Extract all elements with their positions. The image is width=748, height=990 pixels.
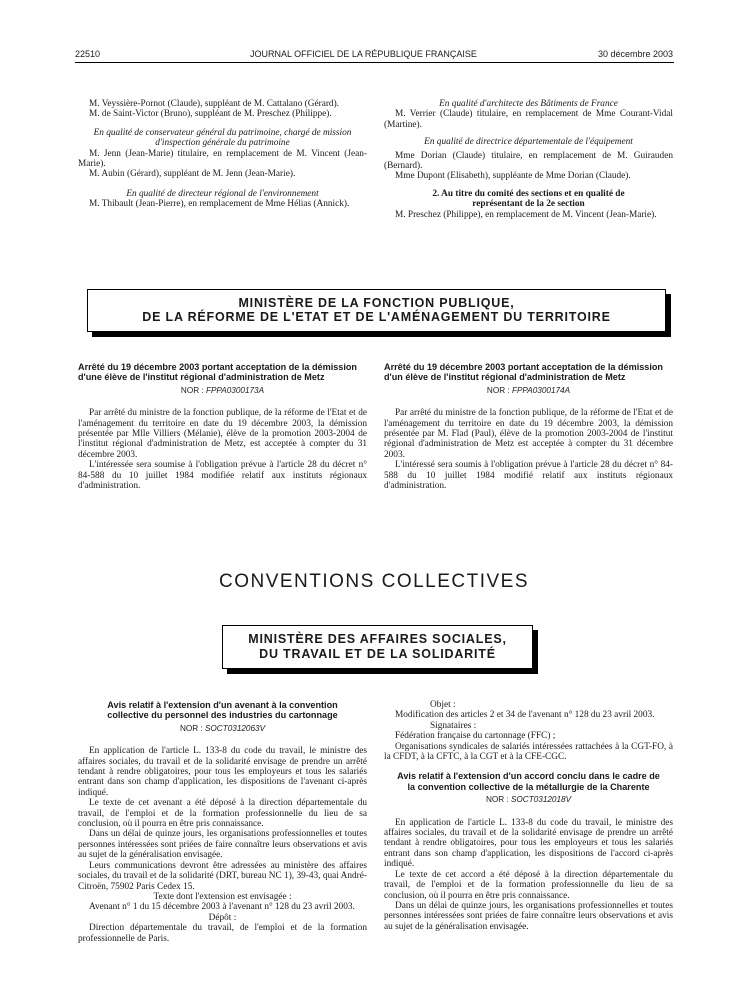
top-left-column bbox=[78, 99, 367, 210]
header-rule bbox=[75, 62, 674, 63]
member-entry: M. Veyssière-Pornot (Claude), suppléant de M. Cattalano (Gérard). bbox=[89, 99, 340, 109]
label-line: Signataires : bbox=[430, 720, 477, 731]
paragraph: L'intéressé sera soumis à l'obligation prévue à l'article 28 du décret n° 84-588 du 10 juillet 1984 modifié relatif aux instituts régionaux d'administration. bbox=[384, 460, 673, 492]
paragraph: Dans un délai de quinze jours, les organisations professionnelles et toutes personnes intéressées sont priées de faire connaître leurs observations et avis au sujet de la généralisation envisagée. bbox=[384, 900, 673, 932]
member-entry: Mme Dorian (Claude) titulaire, en remplacement de M. Guirauden (Bernard). bbox=[384, 150, 673, 172]
member-entry: M. Jenn (Jean-Marie) titulaire, en remplacement de M. Vincent (Jean-Marie). bbox=[78, 148, 367, 170]
avis-right-column bbox=[384, 700, 673, 932]
nor-code: SOCT0312063V bbox=[204, 723, 266, 733]
paragraph: Le texte de cet avenant a été déposé à la direction départementale du travail, de l'emploi et de la formation professionnelle du lieu de sa conclusion, où il pourra en être pris connaissance. bbox=[78, 798, 367, 830]
paragraph: L'intéressée sera soumise à l'obligation prévue à l'article 28 du décret n° 84-588 du 10 juillet 1984 modifiée relatif aux instituts régionaux d'administration. bbox=[78, 460, 367, 492]
nor-label: NOR : bbox=[486, 385, 510, 395]
nor-code: SOCT0312018V bbox=[510, 795, 572, 805]
label-line: Objet : bbox=[430, 700, 456, 710]
section-title: CONVENTIONS COLLECTIVES bbox=[218, 571, 530, 592]
ministry-header-affaires-sociales bbox=[222, 625, 533, 669]
arrete-title: Arrêté du 19 décembre 2003 portant acceptation de la démission d'une élève de l'institut régional d'administration de Metz bbox=[78, 362, 357, 383]
top-right-column bbox=[384, 99, 673, 220]
paragraph: En application de l'article L. 133-8 du code du travail, le ministre des affaires sociales, du travail et de la solidarité envisage de prendre un arrêté tendant à rendre obligatoires, pour tous les employeurs et tous les salariés entrant dans son champ d'application, les dispositions de l'accord ci-après indiqué. bbox=[384, 817, 673, 870]
nor-reference bbox=[78, 386, 367, 396]
paragraph: Le texte de cet accord a été déposé à la direction départementale du travail, de l'emploi et de la formation professionnelle du lieu de sa conclusion, où il pourra en être pris connaissance. bbox=[384, 869, 673, 901]
avis-title: Avis relatif à l'extension d'un accord conclu dans le cadre de la convention collective de la métallurgie de la Charente bbox=[397, 771, 660, 792]
ministry-header-fonction-publique bbox=[87, 289, 666, 332]
arrete-right bbox=[384, 362, 673, 491]
member-entry: M. Verrier (Claude) titulaire, en remplacement de Mme Courant-Vidal (Martine). bbox=[384, 109, 673, 130]
nor-label: NOR : bbox=[485, 795, 509, 805]
qualite-heading: En qualité de directeur régional de l'environnement bbox=[126, 188, 319, 199]
member-entry: M. Preschez (Philippe), en remplacement de M. Vincent (Jean-Marie). bbox=[395, 209, 657, 220]
header-date: 30 décembre 2003 bbox=[598, 49, 674, 59]
label-line: Dépôt : bbox=[208, 912, 237, 923]
paragraph: Dans un délai de quinze jours, les organisations professionnelles et toutes personnes intéressées sont priées de faire connaître leurs observations et avis au sujet de la généralisation envisagée. bbox=[78, 829, 367, 861]
qualite-heading: En qualité de directrice départementale de l'équipement bbox=[424, 137, 633, 148]
qualite-heading: En qualité d'architecte des Bâtiments de France bbox=[439, 99, 618, 109]
ministry-line: MINISTÈRE DE LA FONCTION PUBLIQUE, bbox=[238, 296, 515, 310]
nor-reference bbox=[384, 386, 673, 396]
nor-reference bbox=[384, 795, 673, 805]
paragraph: Avenant n° 1 du 15 décembre 2003 à l'avenant n° 128 du 23 avril 2003. bbox=[89, 902, 355, 913]
nor-code: FPPA0300173A bbox=[205, 385, 265, 395]
paragraph: Direction départementale du travail, de l'emploi et de la formation professionnelle de Paris. bbox=[78, 923, 367, 944]
member-entry: Mme Dupont (Elisabeth), suppléante de Mme Dorian (Claude). bbox=[395, 171, 631, 182]
qualite-heading: En qualité de conservateur général du patrimoine, chargé de mission d'inspection générale du patrimoine bbox=[93, 127, 352, 149]
paragraph: En application de l'article L. 133-8 du code du travail, le ministre des affaires sociales, du travail et de la solidarité envisage de prendre un arrêté tendant à rendre obligatoires, pour tous les employeurs et tous les salariés entrant dans son champ d'application, les dispositions de l'avenant ci-après indiqué. bbox=[78, 746, 367, 798]
nor-label: NOR : bbox=[180, 385, 204, 395]
arrete-left bbox=[78, 362, 367, 491]
paragraph: Modification des articles 2 et 34 de l'avenant n° 128 du 23 avril 2003. bbox=[395, 710, 655, 721]
ministry-line: DE LA RÉFORME DE L'ETAT ET DE L'AMÉNAGEMENT DU TERRITOIRE bbox=[142, 310, 611, 324]
section-heading: 2. Au titre du comité des sections et en qualité de représentant de la 2e section bbox=[432, 188, 625, 210]
paragraph: Par arrêté du ministre de la fonction publique, de la réforme de l'Etat et de l'aménagement du territoire en date du 19 décembre 2003, la démission présentée par M. Flad (Paul), élève de la promotion 2003-2004 de l'institut régional d'administration de Metz est acceptée à compter du 31 décembre 2003. bbox=[384, 408, 673, 460]
ministry-line: DU TRAVAIL ET DE LA SOLIDARITÉ bbox=[259, 647, 496, 661]
avis-cartonnage bbox=[78, 700, 367, 944]
member-entry: M. de Saint-Victor (Bruno), suppléant de M. Preschez (Philippe). bbox=[89, 109, 332, 120]
paragraph: Fédération française du cartonnage (FFC) ; bbox=[395, 731, 556, 742]
page-number: 22510 bbox=[75, 49, 101, 59]
nor-reference bbox=[78, 724, 367, 734]
member-entry: M. Aubin (Gérard), suppléant de M. Jenn (Jean-Marie). bbox=[89, 169, 296, 180]
ministry-line: MINISTÈRE DES AFFAIRES SOCIALES, bbox=[248, 632, 507, 646]
avis-title: Avis relatif à l'extension d'un avenant à la convention collective du personnel des industries du cartonnage bbox=[107, 700, 338, 721]
journal-title: JOURNAL OFFICIEL DE LA RÉPUBLIQUE FRANÇAISE bbox=[250, 49, 477, 59]
member-entry: M. Thibault (Jean-Pierre), en remplacement de Mme Hélias (Annick). bbox=[89, 199, 350, 210]
paragraph: Leurs communications devront être adressées au ministère des affaires sociales, du travail et de la solidarité (DRT, bureau NC 1), 39-43, quai André-Citroën, 75902 Paris Cedex 15. bbox=[78, 860, 367, 892]
nor-code: FPPA0300174A bbox=[511, 385, 571, 395]
paragraph: Organisations syndicales de salariés intéressées rattachées à la CGT-FO, à la CFDT, à la CFTC, à la CGT et à la CFE-CGC. bbox=[384, 741, 673, 763]
label-line: Texte dont l'extension est envisagée : bbox=[153, 891, 292, 902]
nor-label: NOR : bbox=[179, 723, 203, 733]
arrete-title: Arrêté du 19 décembre 2003 portant acceptation de la démission d'un élève de l'institut régional d'administration de Metz bbox=[384, 362, 663, 383]
paragraph: Par arrêté du ministre de la fonction publique, de la réforme de l'Etat et de l'aménagement du territoire en date du 19 décembre 2003, la démission présentée par Mlle Villiers (Mélanie), élève de la promotion 2003-2004 de l'institut régional d'administration de Metz, est acceptée à compter du 31 décembre 2003. bbox=[78, 408, 367, 460]
